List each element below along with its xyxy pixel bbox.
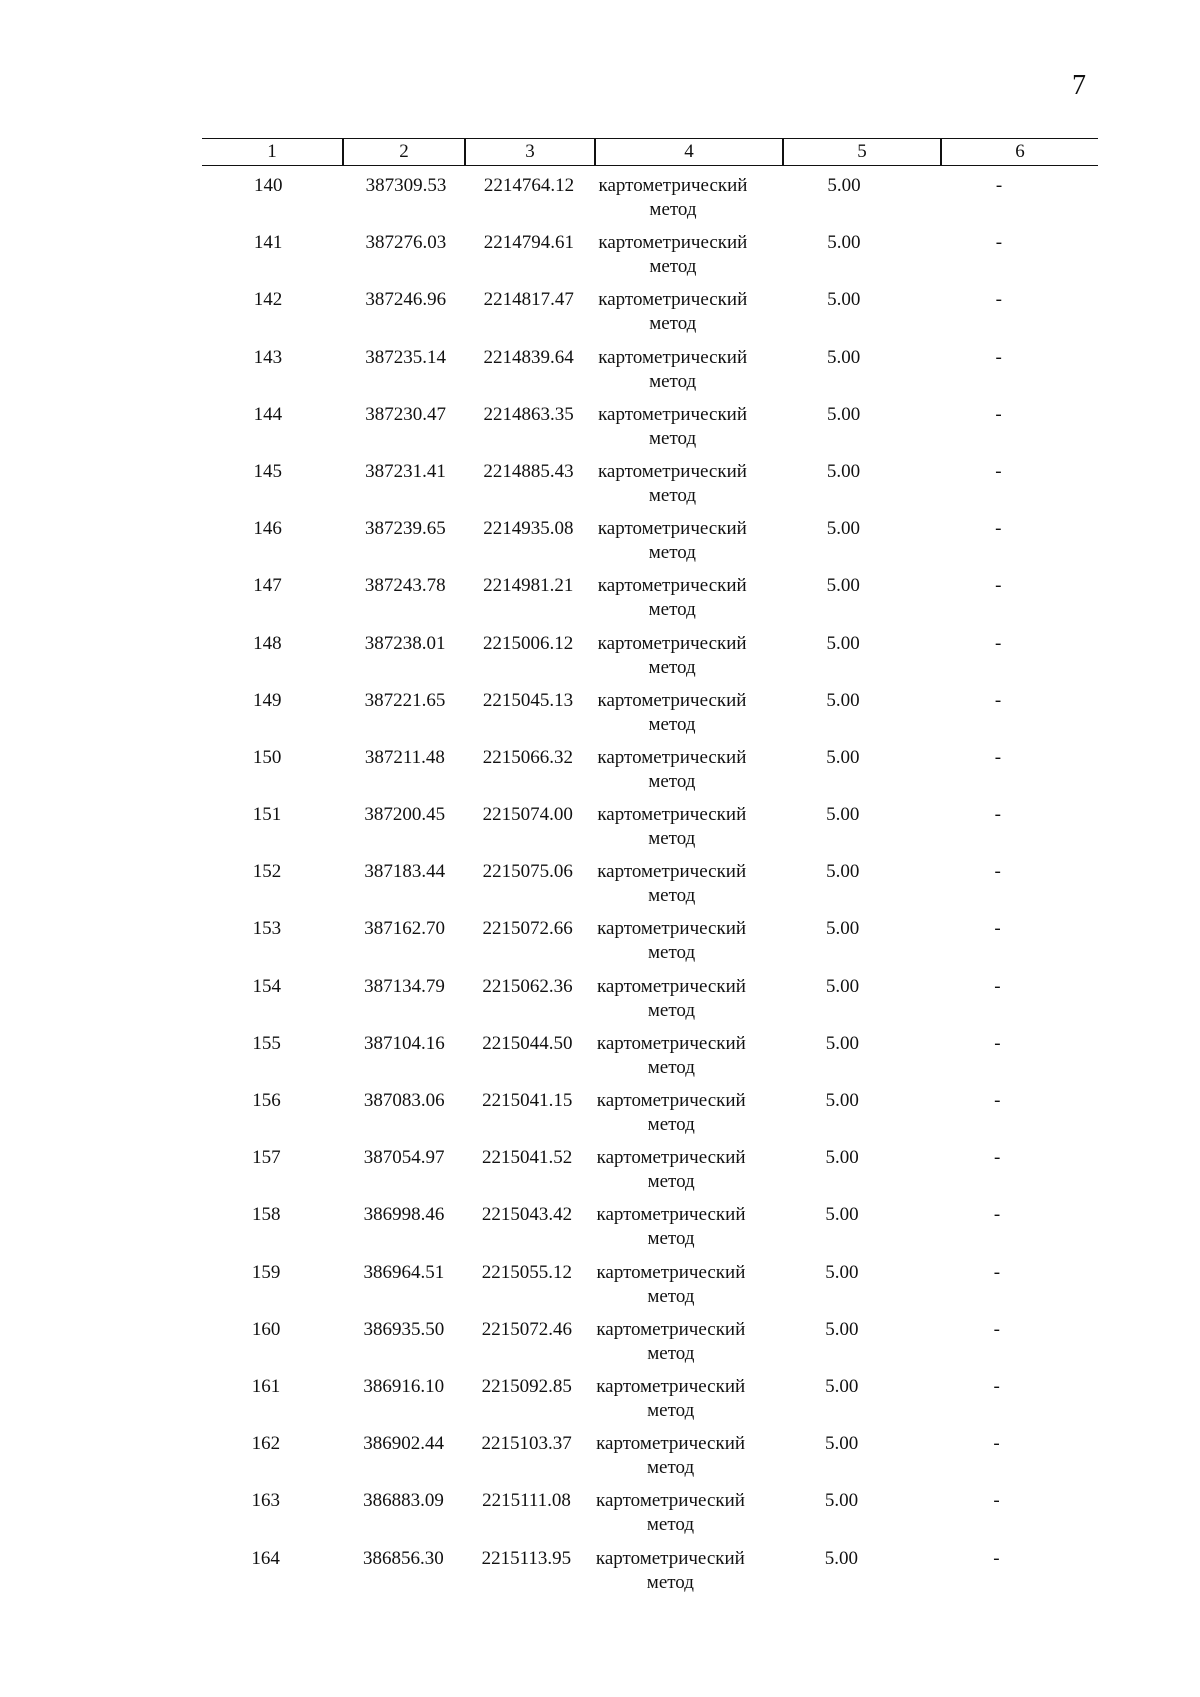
table-row (200, 1375, 1096, 1432)
coordinate-y: 2215044.50 (482, 1032, 573, 1054)
coordinate-y: 2215006.12 (483, 632, 574, 654)
point-number: 151 (252, 804, 282, 826)
point-number: 158 (252, 1204, 281, 1226)
accuracy-value: 5.00 (825, 918, 860, 940)
point-number: 155 (252, 1032, 281, 1054)
method-cell (581, 632, 763, 680)
method-text-line-2: метод (647, 1399, 695, 1421)
coordinate-y: 2215092.85 (481, 1375, 572, 1397)
method-text-line-2: метод (646, 1514, 695, 1536)
method-cell (580, 975, 762, 1023)
method-cell (582, 346, 764, 394)
method-text-line-1: картометрический (596, 1261, 746, 1283)
table-row (201, 460, 1097, 517)
table-row (201, 632, 1097, 689)
method-cell (580, 1318, 762, 1366)
extra-value: - (993, 1204, 1001, 1226)
method-cell (580, 1432, 762, 1480)
accuracy-value: 5.00 (825, 1375, 859, 1397)
coordinate-x: 386856.30 (363, 1547, 444, 1569)
method-text-line-1: картометрический (596, 1204, 746, 1226)
coordinate-y: 2214885.43 (483, 460, 574, 482)
coordinate-x: 387235.14 (365, 346, 447, 368)
method-text-line-2: метод (646, 1571, 694, 1593)
method-cell (580, 1203, 762, 1251)
method-cell (579, 1489, 761, 1537)
coordinate-y: 2215113.95 (481, 1547, 572, 1569)
method-text-line-1: картометрический (597, 518, 747, 540)
coordinate-x: 386883.09 (363, 1490, 444, 1512)
coordinate-x: 387309.53 (365, 175, 447, 196)
accuracy-value: 5.00 (826, 460, 861, 482)
point-number: 159 (251, 1261, 281, 1283)
point-number: 149 (253, 689, 282, 711)
table-row (202, 174, 1098, 231)
point-number: 148 (253, 632, 282, 654)
table-row (202, 288, 1098, 345)
method-text-line-1: картометрический (597, 861, 747, 883)
extra-value: - (994, 689, 1002, 711)
method-cell (582, 231, 764, 279)
coordinate-y: 2215072.66 (482, 918, 573, 940)
coordinate-x: 387230.47 (365, 403, 446, 425)
accuracy-value: 5.00 (825, 1032, 859, 1054)
coordinate-x: 387239.65 (364, 518, 446, 540)
method-text-line-1: картометрический (595, 1547, 745, 1569)
coordinate-y: 2215041.15 (482, 1090, 573, 1111)
method-cell (580, 1089, 762, 1137)
coordinate-x: 387231.41 (365, 460, 446, 482)
coordinate-x: 387054.97 (363, 1147, 445, 1169)
extra-value: - (994, 632, 1002, 654)
extra-value: - (995, 518, 1002, 540)
method-text-line-1: картометрический (597, 460, 747, 482)
extra-value: - (994, 975, 1001, 997)
table-row (200, 1032, 1096, 1089)
point-number: 150 (252, 746, 282, 768)
method-text-line-2: метод (648, 942, 696, 964)
coordinate-y: 2215043.42 (481, 1204, 573, 1226)
table-row (202, 403, 1098, 460)
extra-value: - (995, 460, 1002, 482)
table-body (202, 174, 1098, 1604)
point-number: 154 (252, 975, 281, 997)
accuracy-value: 5.00 (824, 1490, 859, 1512)
table-row (200, 1203, 1096, 1260)
point-number: 152 (252, 861, 282, 883)
accuracy-value: 5.00 (824, 1547, 858, 1569)
method-text-line-1: картометрический (596, 1490, 745, 1512)
method-text-line-1: картометрический (598, 232, 748, 254)
method-text-line-2: метод (647, 1342, 695, 1364)
point-number: 163 (251, 1490, 280, 1512)
point-number: 145 (253, 460, 282, 482)
extra-value: - (994, 1032, 1001, 1054)
coordinate-x: 387243.78 (364, 575, 446, 597)
coordinate-x: 387200.45 (364, 804, 446, 826)
method-cell (581, 574, 763, 622)
method-cell (580, 1032, 762, 1080)
header-col-4: 4 (684, 141, 694, 162)
accuracy-value: 5.00 (825, 1261, 859, 1283)
method-text-line-1: картометрический (597, 575, 747, 597)
coordinate-y: 2214817.47 (483, 289, 574, 311)
method-cell (582, 174, 764, 222)
table-row (201, 746, 1097, 803)
table-row (200, 1318, 1096, 1375)
point-number: 140 (254, 175, 283, 196)
coordinate-y: 2215041.52 (482, 1147, 573, 1169)
method-text-line-1: картометрический (597, 918, 747, 940)
coordinate-x: 387276.03 (365, 232, 447, 254)
extra-value: - (993, 1375, 1000, 1397)
accuracy-value: 5.00 (827, 232, 861, 254)
accuracy-value: 5.00 (826, 403, 861, 425)
method-text-line-1: картометрический (596, 1147, 746, 1169)
coordinate-y: 2214794.61 (483, 232, 575, 254)
coordinate-x: 386998.46 (363, 1204, 445, 1226)
method-cell (580, 1146, 762, 1194)
coordinate-y: 2214863.35 (483, 403, 574, 425)
coordinate-y: 2214764.12 (483, 175, 575, 196)
accuracy-value: 5.00 (827, 289, 861, 311)
table-row (200, 1432, 1096, 1489)
table-row (200, 975, 1096, 1032)
point-number: 164 (251, 1547, 280, 1569)
extra-value: - (995, 289, 1002, 311)
accuracy-value: 5.00 (827, 175, 861, 196)
method-cell (581, 460, 763, 508)
accuracy-value: 5.00 (824, 1433, 859, 1455)
extra-value: - (993, 1261, 1001, 1283)
method-text-line-2: метод (648, 828, 696, 850)
table-row (201, 689, 1097, 746)
method-text-line-1: картометрический (596, 1433, 746, 1455)
coordinate-y: 2215055.12 (481, 1261, 573, 1283)
table-row (199, 1489, 1095, 1546)
coordinate-x: 387134.79 (364, 975, 445, 997)
point-number: 162 (251, 1433, 281, 1455)
table-row (200, 1146, 1096, 1203)
header-col-1: 1 (267, 141, 277, 162)
method-cell (581, 803, 763, 851)
method-text-line-2: метод (648, 599, 696, 621)
coordinate-y: 2215066.32 (482, 746, 574, 768)
coordinate-y: 2214935.08 (483, 518, 574, 540)
method-text-line-2: метод (647, 1457, 695, 1479)
coordinate-x: 387104.16 (363, 1032, 445, 1054)
method-cell (582, 288, 764, 336)
coordinate-x: 387221.65 (364, 689, 446, 711)
method-text-line-1: картометрический (598, 175, 748, 196)
method-text-line-2: метод (648, 656, 696, 678)
method-text-line-2: метод (648, 770, 696, 792)
coordinate-y: 2215062.36 (482, 975, 573, 997)
point-number: 141 (253, 232, 283, 254)
method-text-line-2: метод (649, 313, 697, 335)
method-cell (581, 860, 763, 908)
coordinate-x: 387238.01 (364, 632, 446, 654)
point-number: 147 (253, 575, 282, 597)
table-row (199, 1547, 1095, 1604)
coordinate-x: 387246.96 (365, 289, 447, 311)
extra-value: - (994, 861, 1001, 883)
point-number: 156 (252, 1090, 281, 1111)
accuracy-value: 5.00 (825, 1090, 859, 1111)
method-text-line-2: метод (647, 1285, 695, 1307)
accuracy-value: 5.00 (826, 861, 860, 883)
coordinates-table (202, 138, 1098, 1593)
extra-value: - (995, 346, 1002, 368)
method-text-line-1: картометрический (596, 1032, 746, 1054)
method-text-line-2: метод (647, 1056, 695, 1078)
coordinate-x: 386964.51 (363, 1261, 445, 1283)
method-text-line-1: картометрический (598, 403, 748, 425)
method-cell (580, 1261, 762, 1309)
extra-value: - (994, 804, 1001, 826)
method-text-line-2: метод (649, 199, 697, 220)
coordinate-x: 386935.50 (363, 1318, 445, 1340)
accuracy-value: 5.00 (825, 975, 860, 997)
method-text-line-2: метод (648, 542, 696, 564)
table-row (201, 574, 1097, 631)
extra-value: - (993, 1490, 1000, 1512)
coordinate-x: 387162.70 (364, 918, 445, 940)
accuracy-value: 5.00 (826, 575, 860, 597)
accuracy-value: 5.00 (825, 1147, 859, 1169)
method-text-line-1: картометрический (597, 689, 747, 711)
coordinate-y: 2215072.46 (481, 1318, 572, 1340)
method-cell (581, 746, 763, 794)
method-text-line-1: картометрический (597, 804, 747, 826)
method-text-line-1: картометрический (598, 289, 748, 311)
method-text-line-2: метод (647, 1171, 695, 1193)
header-col-6: 6 (1015, 141, 1025, 162)
method-text-line-2: метод (647, 999, 696, 1021)
coordinate-y: 2215075.06 (482, 861, 573, 883)
method-text-line-1: картометрический (596, 1090, 746, 1111)
extra-value: - (993, 1147, 1001, 1169)
point-number: 142 (253, 289, 283, 311)
method-cell (581, 689, 763, 737)
table-row (202, 346, 1098, 403)
coordinate-x: 387183.44 (364, 861, 446, 883)
table-row (201, 917, 1097, 974)
header-col-3: 3 (525, 141, 535, 162)
extra-value: - (993, 1433, 1000, 1455)
extra-value: - (995, 232, 1003, 254)
table-row (201, 803, 1097, 860)
method-text-line-1: картометрический (596, 1318, 746, 1340)
method-text-line-2: метод (647, 1228, 695, 1250)
method-cell (581, 917, 763, 965)
method-text-line-2: метод (647, 1114, 695, 1135)
coordinate-x: 387083.06 (363, 1090, 445, 1111)
extra-value: - (995, 403, 1002, 425)
method-text-line-2: метод (649, 370, 697, 392)
accuracy-value: 5.00 (825, 1318, 859, 1340)
table-row (201, 860, 1097, 917)
extra-value: - (995, 175, 1003, 196)
table-row (201, 517, 1097, 574)
table-header (202, 138, 1098, 166)
extra-value: - (994, 746, 1002, 768)
coordinate-x: 387211.48 (364, 746, 445, 768)
method-text-line-1: картометрический (598, 346, 748, 368)
point-number: 143 (253, 346, 283, 368)
method-text-line-2: метод (649, 256, 697, 278)
accuracy-value: 5.00 (826, 746, 860, 768)
accuracy-value: 5.00 (826, 689, 860, 711)
point-number: 157 (252, 1147, 281, 1169)
method-text-line-1: картометрический (596, 975, 746, 997)
point-number: 153 (252, 918, 282, 940)
extra-value: - (993, 1318, 1000, 1340)
accuracy-value: 5.00 (826, 632, 860, 654)
method-text-line-2: метод (648, 427, 697, 449)
method-text-line-2: метод (648, 713, 696, 735)
coordinate-y: 2215045.13 (482, 689, 574, 711)
coordinate-x: 386916.10 (363, 1375, 445, 1397)
method-cell (580, 1375, 762, 1423)
coordinate-y: 2215103.37 (481, 1433, 572, 1455)
method-text-line-1: картометрический (596, 1375, 746, 1397)
point-number: 146 (253, 518, 282, 540)
table-row (202, 231, 1098, 288)
accuracy-value: 5.00 (827, 346, 861, 368)
method-cell (582, 403, 764, 451)
coordinate-x: 386902.44 (363, 1433, 444, 1455)
extra-value: - (994, 1090, 1001, 1111)
method-text-line-1: картометрический (597, 746, 747, 768)
coordinate-y: 2215074.00 (482, 804, 573, 826)
method-text-line-1: картометрический (597, 632, 747, 654)
page-number: 7 (1072, 70, 1086, 101)
extra-value: - (993, 1547, 1000, 1569)
method-cell (581, 517, 763, 565)
table-row (200, 1089, 1096, 1146)
point-number: 160 (251, 1318, 281, 1340)
accuracy-value: 5.00 (826, 518, 860, 540)
table-row (200, 1261, 1096, 1318)
coordinate-y: 2214839.64 (483, 346, 574, 368)
accuracy-value: 5.00 (826, 804, 860, 826)
point-number: 161 (251, 1375, 281, 1397)
header-col-5: 5 (857, 141, 867, 162)
extra-value: - (995, 575, 1002, 597)
method-text-line-2: метод (648, 885, 696, 907)
extra-value: - (994, 918, 1001, 940)
method-cell (579, 1547, 761, 1595)
header-col-2: 2 (399, 141, 409, 162)
accuracy-value: 5.00 (825, 1204, 859, 1226)
method-text-line-2: метод (648, 484, 697, 506)
coordinate-y: 2215111.08 (482, 1490, 571, 1512)
point-number: 144 (253, 403, 283, 425)
coordinate-y: 2214981.21 (483, 575, 574, 597)
